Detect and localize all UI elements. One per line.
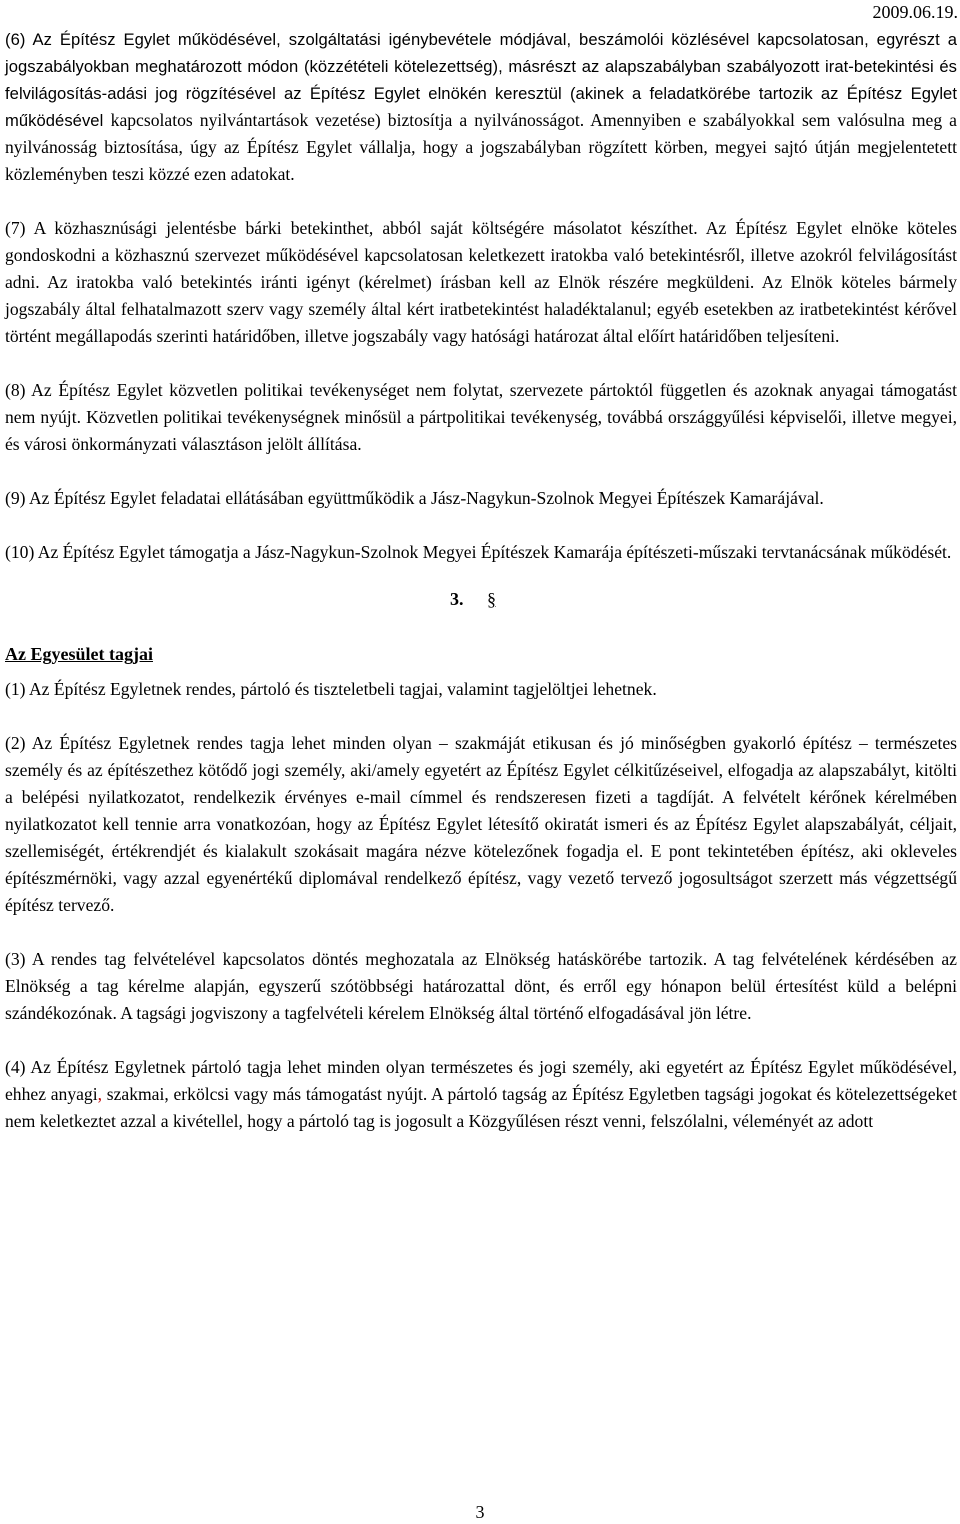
membership-paragraph-1: (1) Az Építész Egyletnek rendes, pártoló és tiszteletbeli tagjai, valamint tagjelöltjei lehetnek.	[5, 679, 657, 699]
section-title: Az Egyesület tagjai	[5, 644, 153, 664]
paragraph-8: (8) Az Építész Egylet közvetlen politikai tevékenységet nem folytat, szervezete pártoktól független és azoknak anyagai támogatást nem nyújt. Közvetlen politikai tevékenységnek minősül a pártpolitikai tevékenység, továbbá országgyűlési képviselői, illetve megyei, és városi önkormányzati választáson jelölt állítása.	[5, 380, 957, 454]
section-heading	[5, 572, 957, 682]
paragraph-6-sans-part: (6) Az Építész Egylet működésével, szolgáltatási igénybevétele módjával, beszámolói közlésével kapcsolatosan, egyrészt a jogszabályokban meghatározott módon (közzétételi kötelezettség), másrészt az alapszabályban szabályozott irat-betekintési és felvilágosítás-adási jog rögzítésével az Építész Egylet elnökén keresztül (akinek a feladatkörébe tartozik az Építész Egylet működésével	[5, 30, 957, 130]
section-number: 3.	[450, 589, 464, 609]
header-date: 2009.06.19.	[872, 2, 958, 22]
paragraph-6-serif-part: kapcsolatos nyilvántartások vezetése) biztosítja a nyilvánosságot. Amennyiben e szabályokkal sem valósulna meg a nyilvánosság biztosítása, úgy az Építész Egylet vállalja, hogy a jogszabályban rögzített körben, megyei sajtó útján megjelentetett közleményben teszi közzé ezen adatokat.	[5, 110, 957, 184]
section-paragraph-mark: §	[487, 589, 496, 609]
paragraph-10: (10) Az Építész Egylet támogatja a Jász-Nagykun-Szolnok Megyei Építészek Kamarája építészeti-műszaki tervtanácsának működését.	[5, 542, 952, 562]
membership-paragraph-4-part-b: szakmai, erkölcsi vagy más támogatást nyújt. A pártoló tagság az Építész Egyletben tagsági jogokat és kötelezettségeket nem keletkeztet azzal a kivétellel, hogy a pártoló tag is jogosult a Közgyűlésen részt venni, felszólalni, véleményét az adott	[5, 1084, 957, 1131]
membership-paragraph-4-red-comma: ,	[97, 1084, 103, 1104]
paragraph-7: (7) A közhasznúsági jelentésbe bárki betekinthet, abból saját költségére másolatot készíthet. Az Építész Egylet elnöke köteles gondoskodni a közhasznú szervezet működésével kapcsolatosan keletkezett iratokba való betekintésről, illetve azokról felvilágosítást adni. Az iratokba való betekintés iránti igényt (kérelmet) írásban kell az Elnök részére megküldeni. Az Elnök köteles bármely jogszabály által felhatalmazott szerv vagy személy által kért iratbetekintést haladéktalanul; egyéb esetekben az iratbetekintést kérővel történt megállapodás szerinti határidőben, illetve jogszabály vagy hatósági határozat által előírt határidőben teljesíteni.	[5, 218, 957, 346]
membership-paragraph-3: (3) A rendes tag felvételével kapcsolatos döntés meghozatala az Elnökség hatáskörébe tartozik. A tag felvételének kérdésében az Elnökség a tag kérelme alapján, egyszerű szótöbbségi határozattal dönt, és erről egy hónapon belül értesítést küld a belépni szándékozónak. A tagsági jogviszony a tagfelvételi kérelem Elnökség által történő elfogadásával jön létre.	[5, 949, 957, 1023]
paragraph-9: (9) Az Építész Egylet feladatai ellátásában együttműködik a Jász-Nagykun-Szolnok Megyei Építészek Kamarájával.	[5, 488, 824, 508]
membership-paragraph-4	[5, 1054, 957, 1135]
page-number: 3	[475, 1502, 485, 1522]
membership-paragraph-2: (2) Az Építész Egyletnek rendes tagja lehet minden olyan – szakmáját etikusan és jó minőségben gyakorló építész – természetes személy és az építészethez kötődő jogi személy, aki/amely egyetért az Építész Egylet célkitűzéseivel, elfogadja az alapszabályt, kitölti a belépési nyilatkozatot, rendelkezik érvényes e-mail címmel és rendszeresen fizeti a tagdíját. A felvételt kérőnek kérelmében nyilatkozatot kell tennie arra vonatkozóan, hogy az Építész Egylet létesítő okiratát ismeri és az Építész Egylet alapszabályát, céljait, szellemiségét, értékrendjét és kialakult szokásait magára nézve kötelezőnek fogadja el. E pont tekintetében építész, aki okleveles építészmérnöki, vagy azzal egyenértékű diplomával rendelkező építész, vagy vezető tervező jogosultságot szerzett más végzettségű építész tervező.	[5, 733, 957, 915]
paragraph-6	[5, 26, 957, 188]
membership-paragraph-4-part-a: (4) Az Építész Egyletnek pártoló tagja lehet minden olyan természetes és jogi személy, aki egyetért az Építész Egylet működésével, ehhez anyagi	[5, 1057, 957, 1104]
